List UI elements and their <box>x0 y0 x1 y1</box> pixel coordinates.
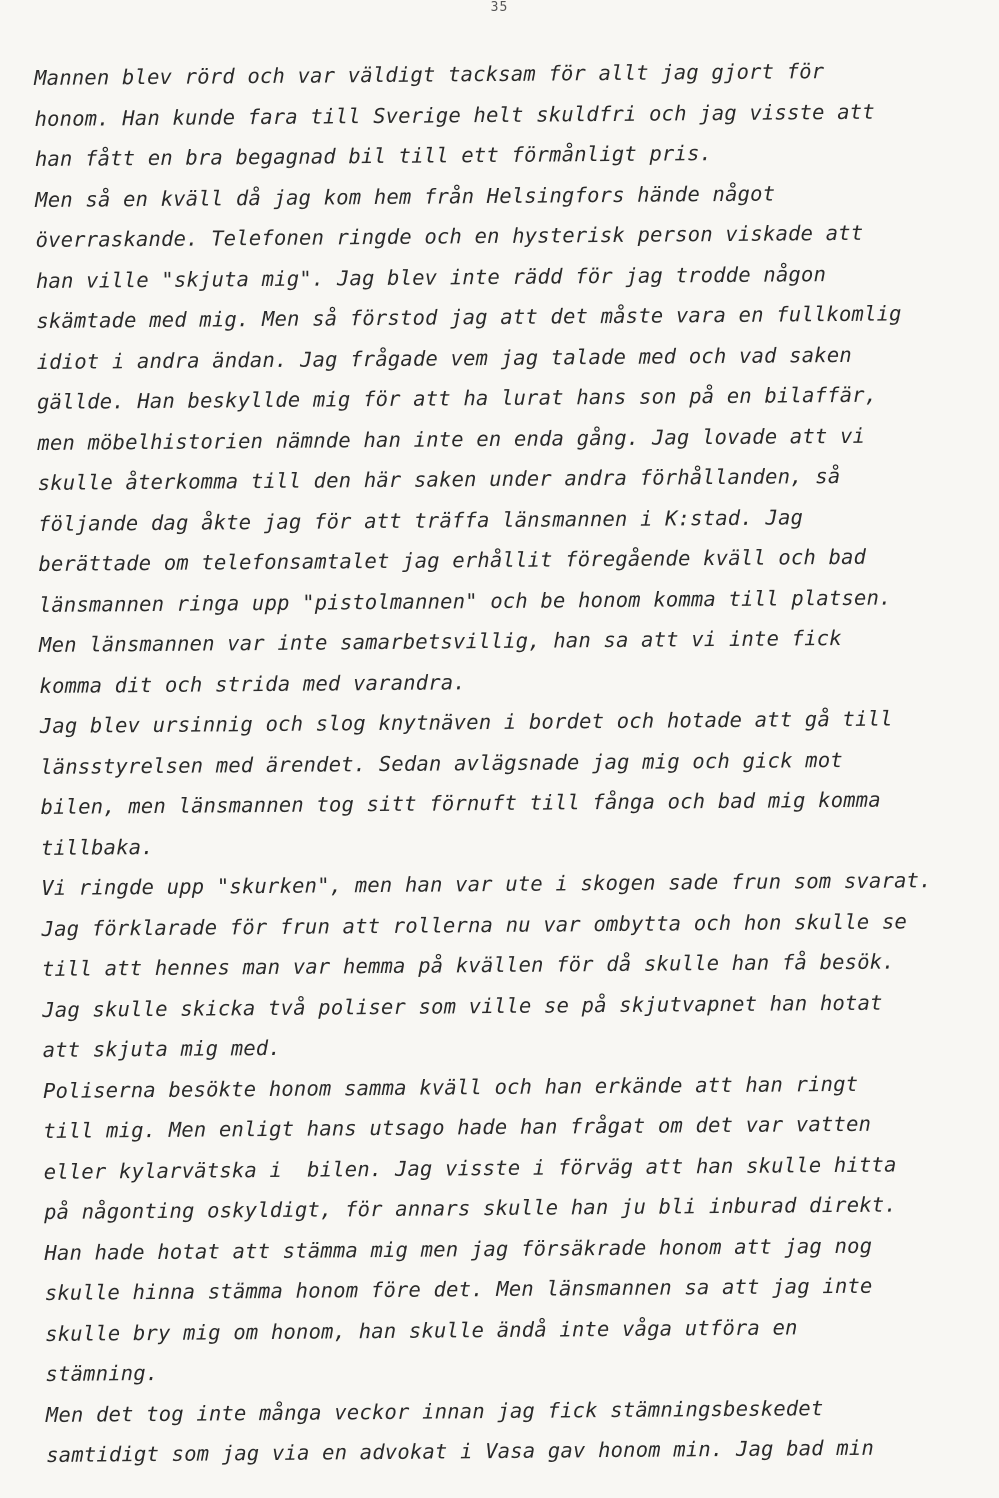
text-line: Men så en kväll då jag kom hem från Helsingfors hände något <box>35 181 776 212</box>
text-line: överraskande. Telefonen ringde och en hysterisk person viskade att <box>35 220 864 252</box>
text-line: på någonting oskyldigt, för annars skulle han ju bli inburad direkt. <box>43 1192 898 1224</box>
text-line: eller kylarvätska i bilen. Jag visste i förväg att han skulle hitta <box>43 1152 897 1184</box>
text-line: komma dit och strida med varandra. <box>39 669 467 698</box>
text-line: Men det tog inte många veckor innan jag fick stämningsbeskedet <box>45 1395 824 1427</box>
text-line: Jag förklarade för frun att rollerna nu var ombytta och hon skulle se <box>41 908 908 941</box>
text-line: Han hade hotat att stämma mig men jag försäkrade honom att jag nog <box>44 1233 873 1265</box>
body-text <box>34 50 996 1476</box>
text-line: Jag skulle skicka två poliser som ville se på skjutvapnet han hotat <box>42 990 883 1022</box>
text-line: Jag blev ursinnig och slog knytnäven i bordet och hotade att gå till <box>39 706 893 738</box>
text-line: Poliserna besökte honom samma kväll och han erkände att han ringt <box>42 1071 859 1103</box>
text-line: honom. Han kunde fara till Sverige helt skuldfri och jag visste att <box>34 99 875 131</box>
text-line: länsstyrelsen med ärendet. Sedan avlägsnade jag mig och gick mot <box>40 747 843 779</box>
text-line: berättade om telefonsamtalet jag erhållit föregående kväll och bad <box>38 544 867 576</box>
text-line: följande dag åkte jag för att träffa länsmannen i K:stad. Jag <box>37 504 804 536</box>
page-number: 35 <box>490 0 509 15</box>
text-line: han ville "skjuta mig". Jag blev inte rädd för jag trodde någon <box>35 261 827 293</box>
text-line: att skjuta mig med. <box>42 1035 282 1062</box>
text-line: stämning. <box>45 1360 159 1386</box>
text-line: skulle återkomma till den här saken under andra förhållanden, så <box>37 463 841 495</box>
text-line: Mannen blev rörd och var väldigt tacksam för allt jag gjort för <box>34 59 825 90</box>
text-line: bilen, men länsmannen tog sitt förnuft till fånga och bad mig komma <box>40 787 881 819</box>
text-line: skämtade med mig. Men så förstod jag att det måste vara en fullkomlig <box>36 301 902 333</box>
text-line: skulle hinna stämma honom före det. Men länsmannen sa att jag inte <box>44 1273 873 1305</box>
text-line: han fått en bra begagnad bil till ett förmånligt pris. <box>34 141 713 171</box>
text-line: Men länsmannen var inte samarbetsvillig, han sa att vi inte fick <box>39 625 842 657</box>
text-line: Vi ringde upp "skurken", men han var ute i skogen sade frun som svarat. <box>41 868 932 900</box>
text-line: idiot i andra ändan. Jag frågade vem jag talade med och vad saken <box>36 342 852 374</box>
text-line: samtidigt som jag via en advokat i Vasa gav honom min. Jag bad min <box>46 1435 875 1467</box>
text-line: till mig. Men enligt hans utsago hade han frågat om det var vatten <box>43 1111 872 1143</box>
text-line: gällde. Han beskyllde mig för att ha lurat hans son på en bilaffär, <box>36 382 878 414</box>
text-line: tillbaka. <box>40 834 154 860</box>
text-line: till att hennes man var hemma på kvällen för då skulle han få besök. <box>41 949 895 981</box>
text-line: skulle bry mig om honom, han skulle ändå inte våga utföra en <box>45 1314 798 1346</box>
text-line: men möbelhistorien nämnde han inte en enda gång. Jag lovade att vi <box>37 423 866 455</box>
text-line: länsmannen ringa upp "pistolmannen" och be honom komma till platsen. <box>38 585 892 617</box>
